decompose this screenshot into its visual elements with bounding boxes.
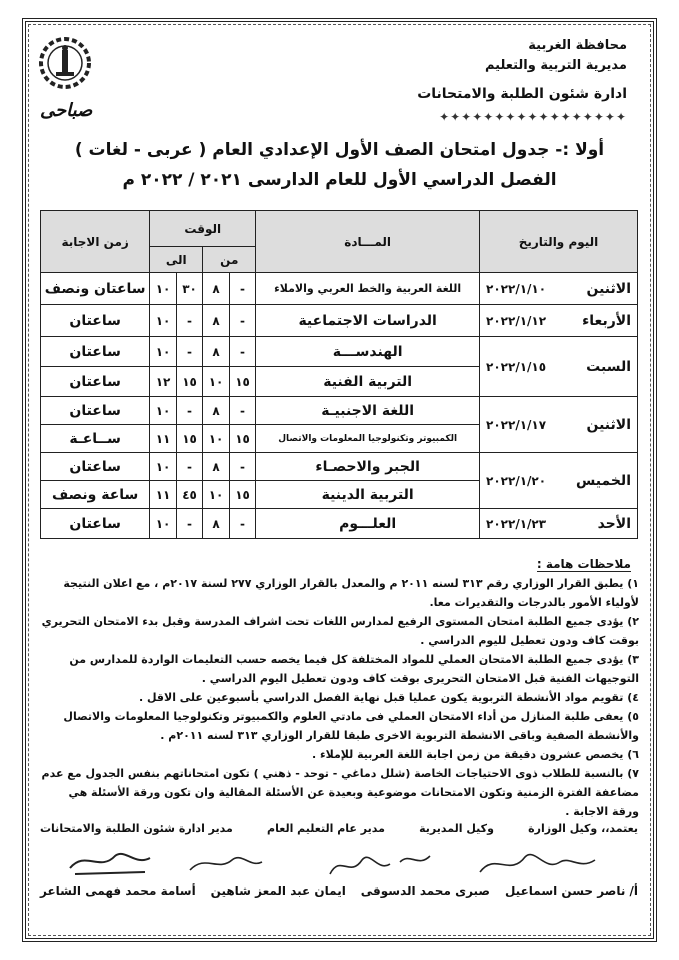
time-cell: - (176, 305, 203, 337)
table-row (41, 337, 638, 367)
time-cell: ٣٠ (176, 273, 203, 305)
time-cell: ٨ (203, 337, 230, 367)
signature-title: مدير عام التعليم العام (267, 822, 385, 835)
note-item: ٣) يؤدى جميع الطلبة الامتحان العملي للمواد المختلفة كل فيما يخصه حسب التعليمات الواردة للمدارس من التوجيهات الفنية قبل الامتحان التحريرى بوقت كاف ودون تعطيل اليوم الدراسي . (69, 653, 639, 685)
time-cell: - (229, 509, 256, 539)
header-duration: زمن الاجابة (41, 211, 150, 273)
time-cell: ١٥ (229, 481, 256, 509)
day-name: الخميس (575, 472, 631, 489)
time-cell: - (176, 337, 203, 367)
subject-cell: الهندســـة (256, 337, 480, 367)
duration-cell: ســاعـة (41, 425, 150, 453)
exam-date: ٢٠٢٢/١/١٥ (486, 359, 547, 374)
time-cell: ١٥ (176, 367, 203, 397)
note-item: ١) يطبق القرار الوزاري رقم ٣١٣ لسنه ٢٠١١ م والمعدل بالقرار الوزاري ٢٧٧ لسنة ٢٠١٧م ، مع اعلان النتيجة لأولياء الأمور بالدرجات والتقديرات معا. (63, 577, 639, 609)
exam-date: ٢٠٢٢/١/٢٣ (486, 516, 547, 531)
time-cell: ٤٥ (176, 481, 203, 509)
time-cell: - (229, 453, 256, 481)
note-item: ٢) يؤدى جميع الطلبة امتحان المستوى الرفيع لمدارس اللغات تحت اشراف المدرسة وقبل بدء الامتحان التحريري بوقت كاف ودون تعطيل لليوم الدراسي . (41, 615, 639, 647)
time-cell: - (229, 337, 256, 367)
time-cell: ١٠ (150, 397, 177, 425)
time-cell: ٨ (203, 273, 230, 305)
time-cell: ٨ (203, 453, 230, 481)
morning-session-label: صباحى (40, 100, 93, 121)
header-from: من (203, 247, 256, 273)
subject-cell: العلـــوم (256, 509, 480, 539)
directorate-label: مديرية التربية والتعليم (484, 58, 627, 73)
time-cell: - (229, 273, 256, 305)
duration-cell: ساعتان (41, 453, 150, 481)
note-item: ٥) يعفى طلبة المنازل من أداء الامتحان العملي فى مادتي العلوم والكمبيوتر وتكنولوجيا المعلومات والاتصال والأنشطة الصفية وباقى الانشطة التربوية الاخرى طبقا للقرار الوزاري ٣١٣ لسنه ٢٠١١م . (63, 710, 639, 742)
time-cell: ١٠ (203, 481, 230, 509)
table-row (41, 397, 638, 425)
duration-cell: ساعة ونصف (41, 481, 150, 509)
day-date-cell (480, 509, 638, 539)
time-cell: - (229, 305, 256, 337)
time-cell: - (176, 509, 203, 539)
subject-cell: الجبر والاحصـاء (256, 453, 480, 481)
department-label: ادارة شئون الطلبة والامتحانات (417, 86, 627, 102)
day-name: الاثنين (586, 416, 631, 433)
ministry-logo-icon (38, 36, 92, 90)
day-name: الاثنين (586, 280, 631, 297)
time-cell: - (176, 397, 203, 425)
time-cell: ١٠ (150, 337, 177, 367)
time-cell: ١٥ (229, 425, 256, 453)
exam-date: ٢٠٢٢/١/١٧ (486, 417, 547, 432)
time-cell: ١٢ (150, 367, 177, 397)
time-cell: ٨ (203, 397, 230, 425)
subject-cell: الكمبيوتر وتكنولوجيا المعلومات والاتصال (256, 425, 480, 453)
day-date-cell (480, 337, 638, 397)
decorative-divider: ✦✦✦✦✦✦✦✦✦✦✦✦✦✦✦✦✦ (439, 110, 627, 124)
note-item: ٧) بالنسبة للطلاب ذوى الاحتياجات الخاصة (شلل دماغي - توحد - ذهني ) تكون امتحاناتهم بنفس الجدول مع عدم مضاعفة الفترة الزمنية وتكون الامتحانات موضوعية وبعيدة عن الأسئلة المقالية وان تكون ورقة الأسئلة هي ورقة الاجابة . (41, 767, 639, 818)
time-cell: ١٠ (150, 305, 177, 337)
subject-cell: اللغة العربية والخط العربي والاملاء (256, 273, 480, 305)
note-item: ٦) يخصص عشرون دقيقة من زمن اجابة اللغة العربية للإملاء . (312, 748, 639, 761)
day-name: الأحد (597, 515, 631, 532)
day-date-cell (480, 397, 638, 453)
time-cell: ١١ (150, 481, 177, 509)
time-cell: ١٥ (176, 425, 203, 453)
note-item: ٤) تقويم مواد الأنشطة التربوية يكون عمليا قبل نهاية الفصل الدراسي بأسبوعين على الاقل . (138, 691, 639, 704)
time-cell: ٨ (203, 509, 230, 539)
day-name: الأربعاء (582, 312, 631, 329)
signature-title: وكيل المديرية (419, 822, 494, 835)
table-row (41, 453, 638, 481)
exam-schedule-table (40, 210, 638, 539)
duration-cell: ساعتان (41, 509, 150, 539)
time-cell: ١٠ (203, 367, 230, 397)
day-name: السبت (586, 358, 631, 375)
signature-title: يعتمد،، وكيل الوزارة (528, 822, 638, 835)
time-cell: ١٠ (150, 273, 177, 305)
schedule-subtitle: الفصل الدراسي الأول للعام الدارسى ٢٠٢١ / ٢٠٢٢ م (122, 170, 557, 190)
duration-cell: ساعتان (41, 305, 150, 337)
time-cell: ١٠ (150, 509, 177, 539)
time-cell: ١٥ (229, 367, 256, 397)
notes-list (41, 574, 639, 821)
signature-titles (40, 822, 638, 835)
time-cell: - (176, 453, 203, 481)
duration-cell: ساعتان (41, 367, 150, 397)
subject-cell: التربية الدينية (256, 481, 480, 509)
governorate-label: محافظة الغربية (528, 38, 627, 53)
exam-date: ٢٠٢٢/١/١٢ (486, 313, 547, 328)
time-cell: ١٠ (150, 453, 177, 481)
time-cell: ٨ (203, 305, 230, 337)
time-cell: ١١ (150, 425, 177, 453)
subject-cell: الدراسات الاجتماعية (256, 305, 480, 337)
duration-cell: ساعتان (41, 337, 150, 367)
header-subject: المـــادة (256, 211, 480, 273)
signatory-name: أسامة محمد فهمى الشاعر (40, 884, 196, 898)
exam-date: ٢٠٢٢/١/١٠ (486, 281, 547, 296)
duration-cell: ساعتان ونصف (41, 273, 150, 305)
header-day-date: اليوم والتاريخ (480, 211, 638, 273)
time-cell: - (229, 397, 256, 425)
day-date-cell (480, 453, 638, 509)
duration-cell: ساعتان (41, 397, 150, 425)
header-time: الوقت (150, 211, 256, 247)
schedule-title: أولا :- جدول امتحان الصف الأول الإعدادي العام ( عربى - لغات ) (74, 140, 605, 160)
handwritten-signatures (40, 842, 638, 884)
notes-title: ملاحظات هامة : (536, 557, 631, 571)
time-cell: ١٠ (203, 425, 230, 453)
subject-cell: التربية الفنية (256, 367, 480, 397)
signatory-name: صبرى محمد الدسوقى (360, 884, 491, 898)
table-row (41, 273, 638, 305)
signatory-name: أ/ ناصر حسن اسماعيل (504, 884, 638, 898)
header-to: الى (150, 247, 203, 273)
day-date-cell (480, 273, 638, 305)
subject-cell: اللغة الاجنبيـة (256, 397, 480, 425)
signatory-name: ايمان عبد المعز شاهين (210, 884, 346, 898)
day-date-cell (480, 305, 638, 337)
signature-title: مدير ادارة شئون الطلبة والامتحانات (40, 822, 233, 835)
table-row (41, 305, 638, 337)
exam-date: ٢٠٢٢/١/٢٠ (486, 473, 547, 488)
table-row (41, 509, 638, 539)
signature-names (40, 884, 638, 898)
